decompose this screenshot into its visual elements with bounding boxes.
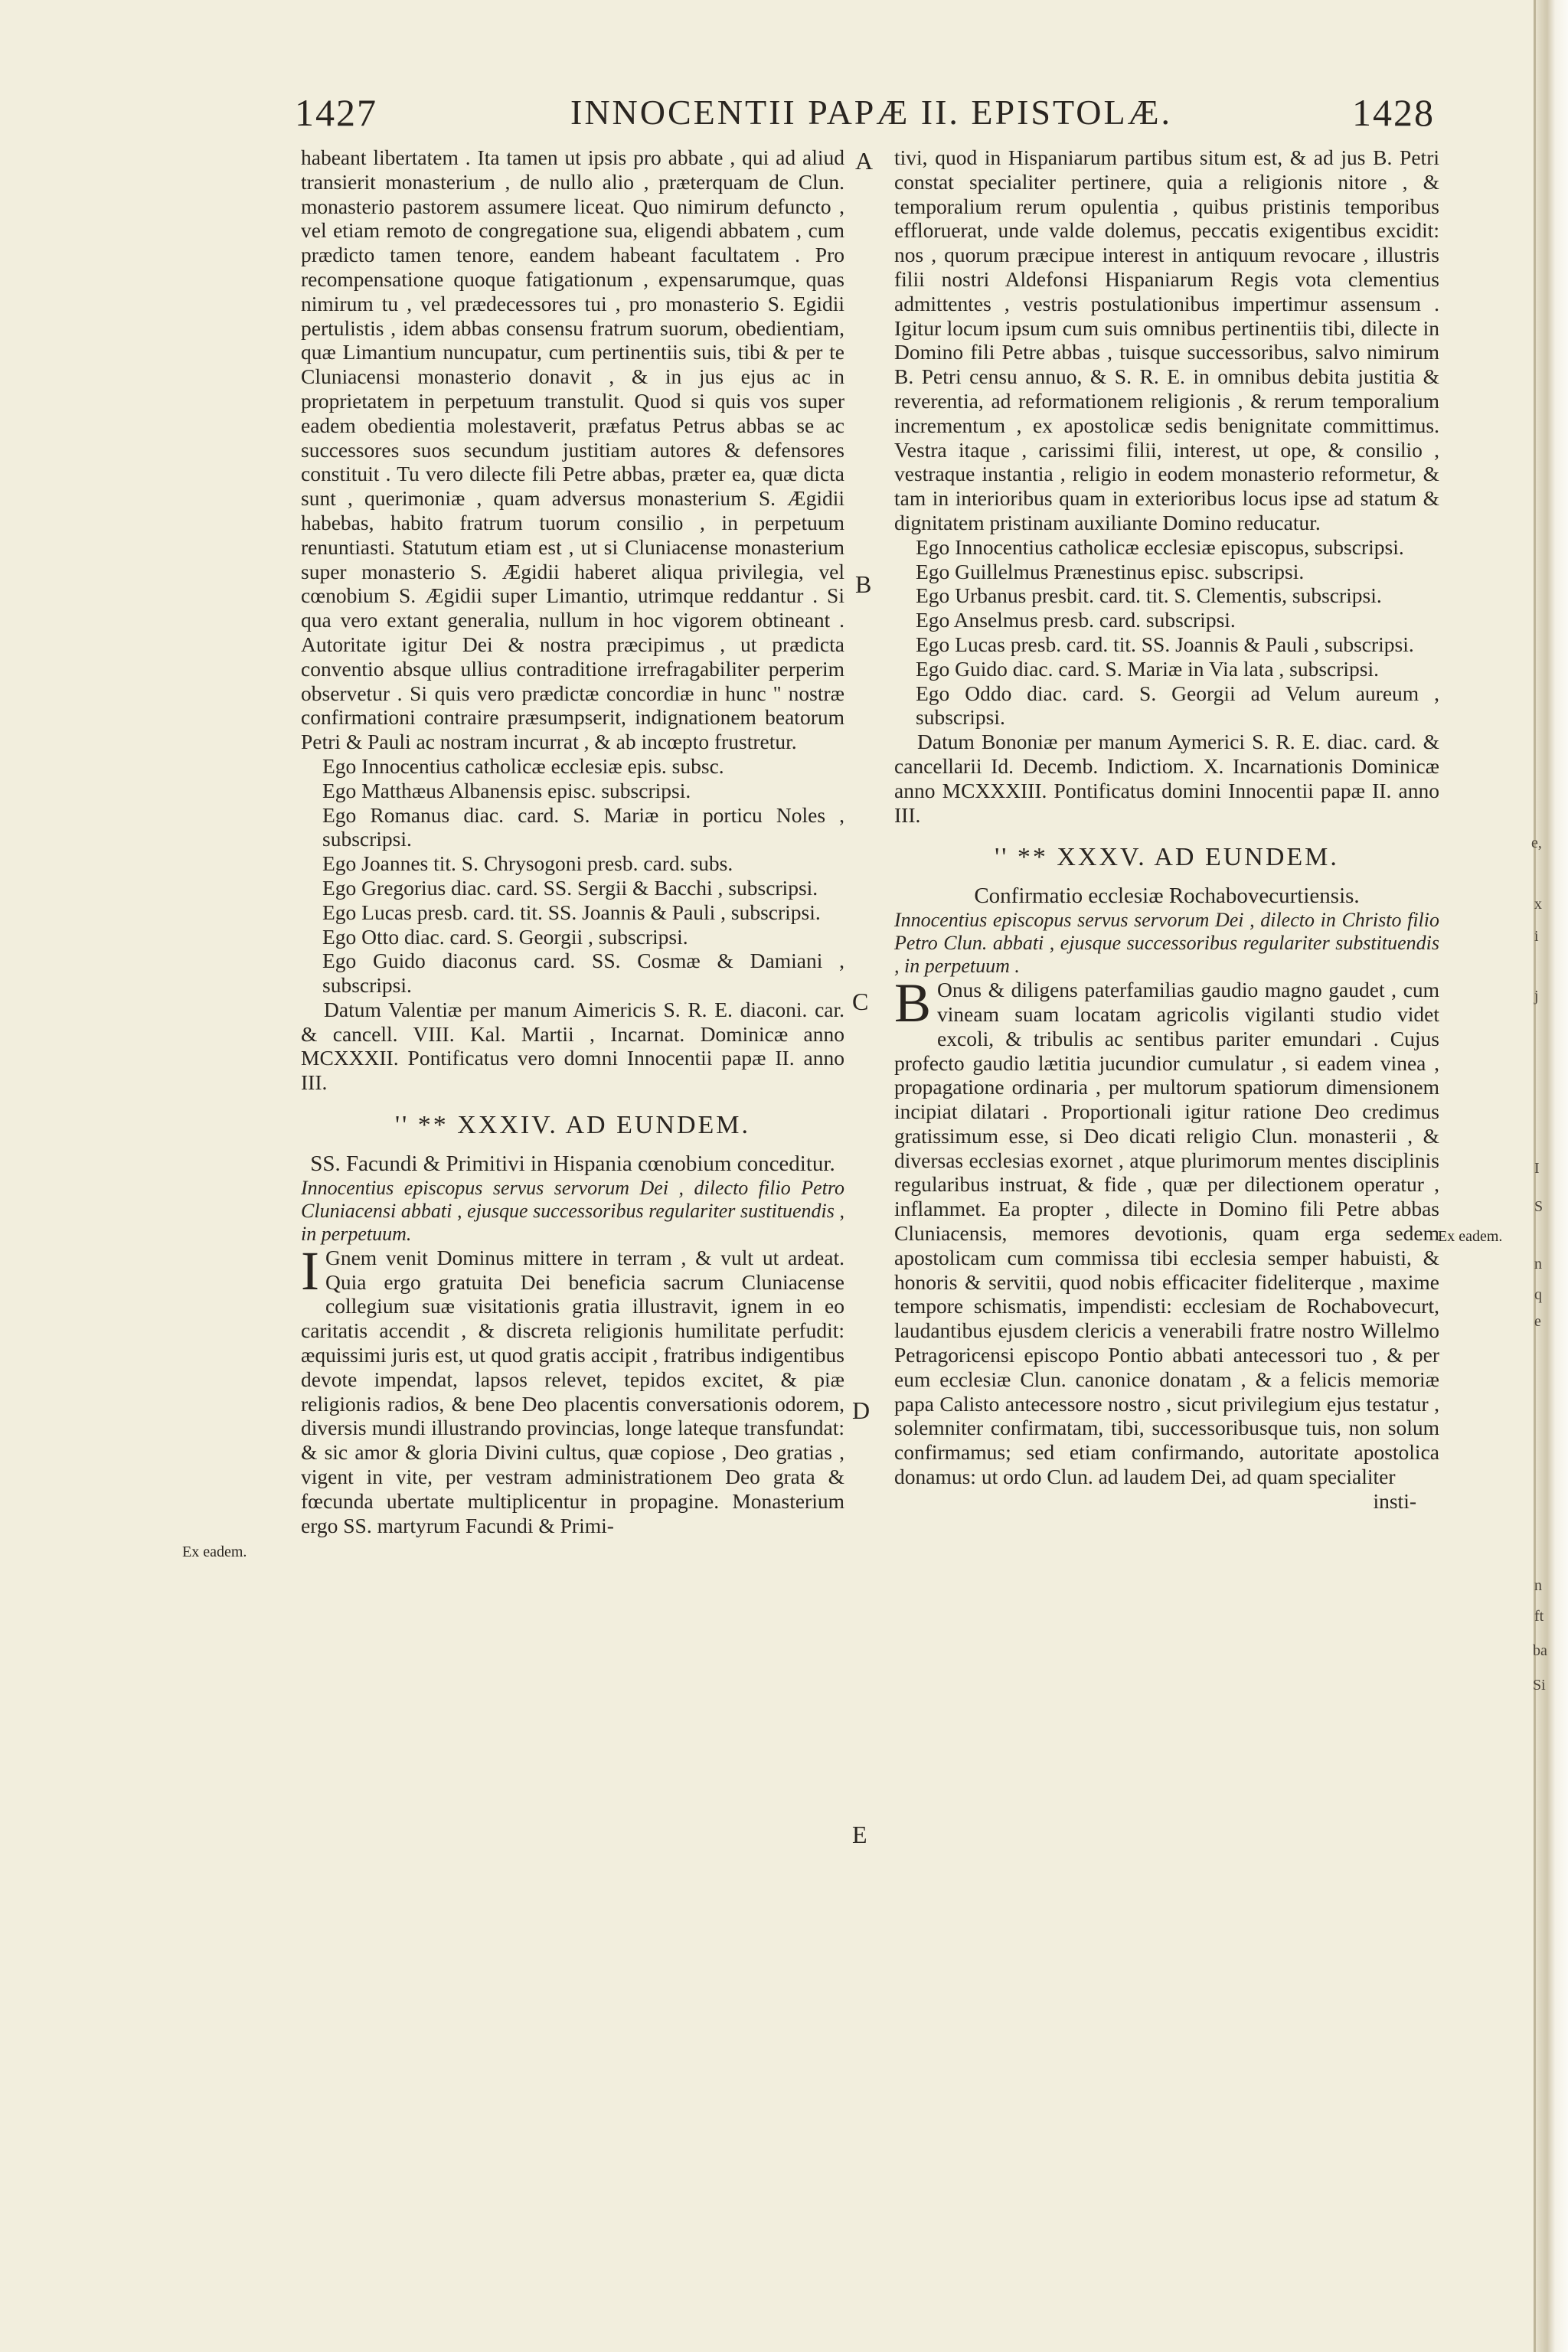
salutation: Innocentius episcopus servus servorum Dei , dilecto filio Petro Cluniacensi abbati , ejusque successoribus regulariter sustituendis , in perpetuum. [301,1176,844,1245]
running-header [0,90,1568,144]
margin-note-left: Ex eadem. [182,1544,247,1560]
bleed-glyph: ft [1534,1608,1544,1625]
bleed-glyph: S [1534,1198,1544,1215]
signature-line: Ego Lucas presb. card. tit. SS. Joannis & Pauli , subscripsi. [916,632,1414,656]
bleed-glyph: I [1534,1160,1540,1177]
salutation: Innocentius episcopus servus servorum Dei , dilecto in Christo filio Petro Clun. abbati , ejusque successoribus regulariter substituendis , in perpetuum . [894,909,1439,978]
margin-letter-e: E [852,1821,867,1848]
signature-line: Ego Otto diac. card. S. Georgii , subscripsi. [322,924,688,949]
letter-body [301,1240,844,1538]
left-column [301,145,844,1537]
body-text: Onus & diligens paterfamilias gaudio magno gaudet , cum vineam suam locatam agricolis vigilanti studio videt excoli, & tribulis ac sentibus pariter emundari . Cujus profecto gaudio lætitia jucundior cumulatur , si eadem vinea , propagatione ordinaria , per multorum spatiorum dimensionem incipiat dilatari . Proportionali igitur ratione Deo credimus gratissimum esse, si Deo dicati religio Clun. monasterii , & diversas ecclesias exornet , atque plurimorum mentes disciplinis regularibus instruat, & fide , quæ per dilectionem operatur , inflammet. Ea propter , dilecte in Domino fili Petre abbas Cluniacensis, memores devotionis, quam erga sedem apostolicam cum commissa tibi ecclesia semper habuisti, & honoris & servitii, quod nobis efficaciter fideliterque , maxime tempore schismatis, impendisti: ecclesiam de Rochabovecurt, laudantibus ejusdem clericis a venerabili fratre nostro Willelmo Petragoricensi episcopo Pontio abbati antecessori tuo , & per eum ecclesiæ Clun. canonice donatam , & a felicis memoriæ papa Calisto antecessore nostro , sicut privilegium ejus testatur , solemniter confirmatam, tibi, successoribusque tuis, non solum confirmamus; sed etiam confirmando, autoritate apostolica donamus: ut ordo Clun. ad laudem Dei, ad quam specialiter [894,978,1439,1489]
right-column [894,145,1439,1514]
letter-body [894,972,1439,1489]
signature-line: Ego Urbanus presbit. card. tit. S. Clementis, subscripsi. [916,583,1382,608]
signature-line: Ego Guido diac. card. S. Mariæ in Via lata , subscripsi. [916,656,1380,681]
bleed-glyph: j [1534,988,1539,1004]
bleed-glyph: e [1534,1313,1541,1330]
signature-line: Ego Innocentius catholicæ ecclesiæ epis. subsc. [322,753,724,778]
datum-line: Datum Valentiæ per manum Aimericis S. R. E. diaconi. car. & cancell. VIII. Kal. Martii , Incarnat. Dominicæ anno MCXXXII. Pontificatus vero domni Innocentii papæ II. anno III. [301,997,844,1095]
signature-list [301,754,844,998]
bleed-glyph: n [1534,1577,1542,1594]
bleed-glyph: i [1534,928,1539,945]
bleed-glyph: q [1534,1286,1542,1303]
margin-letter-a: A [855,147,874,175]
bleed-glyph: Si [1533,1677,1546,1694]
catchword: insti- [1373,1488,1416,1513]
page-number-right: 1428 [1352,91,1435,134]
drop-initial: B [894,972,932,1034]
bleed-glyph: x [1534,896,1542,913]
body-text: Gnem venit Dominus mittere in terram , & vult ut ardeat. Quia ergo gratuita Dei beneficia sacrum Cluniacense collegium suæ visitationis gratia illustravit, ignem in eo caritatis accendit , & discreta religionis humilitate perfudit: æquissimi juris est, ut quod gratis accipit , fratribus indigentibus devote impendat, lapsos relevet, tepidos excitet, & piæ religionis radios, & bene Deo placentis conversationis odorem, diversis mundi illustrando provincias, longe lateque transfundat: & sic amor & gloria Divini cultus, quæ copiose , Deo gratias , vigent in vite, per vestram administrationem Deo grata & fœcunda ubertate multiplicentur in propagine. Monasterium ergo SS. martyrum Facundi & Primi- [301,1245,844,1537]
letter-subtitle: Confirmatio ecclesiæ Rochabovecurtiensis. [974,884,1360,909]
datum-line: Datum Bononiæ per manum Aymerici S. R. E. diac. card. & cancellarii Id. Decemb. Indictiom. X. Incarnationis Dominicæ anno MCXXXIII. Pontificatus domini Innocentii papæ II. anno III. [894,730,1439,827]
signature-line: Ego Matthæus Albanensis episc. subscripsi. [322,778,691,802]
signature-line: Ego Joannes tit. S. Chrysogoni presb. card. subs. [322,851,733,876]
page-number-left: 1427 [295,91,377,134]
bleed-glyph: e, [1531,835,1542,851]
letter-heading: '' ** XXXIV. AD EUNDEM. [394,1111,751,1140]
signature-list [894,535,1439,730]
bleed-glyph: ba [1533,1642,1547,1659]
signature-line: Ego Innocentius catholicæ ecclesiæ episcopus, subscripsi. [916,534,1404,559]
margin-letter-b: B [855,570,872,598]
signature-line: Ego Oddo diac. card. S. Georgii ad Velum aureum , subscripsi. [916,681,1439,730]
paragraph: habeant libertatem . Ita tamen ut ipsis pro abbate , qui ad aliud transierit monasterium , de nullo alio , præterquam de Clun. monasterio pastorem assumere liceat. Quo nimirum defuncto , vel etiam remoto de congregatione sua, eligendi abbatem , cum prædicto tamen tenore, eandem habeant facultatem . Pro recompensatione quoque fatigationum , expensarumque, quas nimirum tu , vel prædecessores tui , pro monasterio S. Egidii pertulistis , idem abbas consensu fratrum suorum, obedientiam, quæ Limantium nuncupatur, cum pertinentiis suis, tibi & per te Cluniacensi monasterio donavit , & in jus ejus ac in proprietatem in perpetuum transtulit. Quod si quis vos super eadem obedientia molestaverit, præfatus Petrus abbas se ac successores suos secundum justitiam autores & defensores constituit . Tu vero dilecte fili Petre abbas, præter ea, quæ dicta sunt , querimoniæ , quam adversus monasterium S. Ægidii habebas, habito fratrum tuorum consilio , in perpetuum renuntiasti. Statutum etiam est , ut si Cluniacense monasterium super monasterio S. Ægidii haberet aliqua privilegia, vel cœnobium S. Ægidii super Limantio, utrimque reddantur . Si qua vero extant generalia, nullum in hoc vigorem obtineant . Autoritate igitur Dei & nostra præcipimus , ut prædicta conventio absque ullius contraditione irrefragabiliter perperim observetur . Si quis vero prædictæ concordiæ in hunc '' nostræ confirmationi contraire præsumpserit, indignationem beatorum Petri & Pauli ac nostram incurrat , & ab incœpto frustretur. [301,145,844,754]
margin-letter-c: C [852,988,869,1015]
book-spine [1536,0,1568,2352]
signature-line: Ego Lucas presb. card. tit. SS. Joannis & Pauli , subscripsi. [322,900,821,924]
margin-note-right: Ex eadem. [1438,1228,1503,1245]
paragraph: tivi, quod in Hispaniarum partibus situm est, & ad jus B. Petri constat specialiter pertinere, quia a religionis nitore , & temporalium rerum opulentia , quibus pristinis temporibus effloruerat, unde valde dolemus, peccatis exigentibus excidit: nos , quorum præcipue interest in antiquum revocare , illustris filii nostri Aldefonsi Hispaniarum Regis vota clementius admittentes , vestris postulationibus impertimur assensum . Igitur locum ipsum cum suis omnibus pertinentiis tibi, dilecte in Domino fili Petre abbas , tuisque successoribus, salvo nimirum B. Petri censu annuo, & S. R. E. in omnibus debita justitia & reverentia, ad reformationem religionis , & rerum temporalium incrementum , ex apostolicæ sedis benignitate committimus. Vestra itaque , carissimi filii, interest, ut ope, & consilio , vestraque instantia , religio in eodem monasterio reformetur, & tam in interioribus quam in exterioribus locus ipse ad statum & dignitatem pristinam auxiliante Domino reducatur. [894,145,1439,534]
bleed-glyph: n [1534,1256,1542,1272]
signature-line: Ego Anselmus presb. card. subscripsi. [916,608,1236,632]
signature-line: Ego Guido diaconus card. SS. Cosmæ & Damiani , subscripsi. [322,949,844,998]
signature-line: Ego Romanus diac. card. S. Mariæ in porticu Noles , subscripsi. [322,802,844,851]
signature-line: Ego Gregorius diac. card. SS. Sergii & Bacchi , subscripsi. [322,875,818,900]
margin-letter-d: D [852,1396,871,1424]
drop-initial: I [301,1240,319,1302]
letter-subtitle: SS. Facundi & Primitivi in Hispania cœnobium conceditur. [310,1151,835,1176]
running-title: INNOCENTII PAPÆ II. EPISTOLÆ. [570,93,1172,132]
signature-line: Ego Guillelmus Prænestinus episc. subscripsi. [916,559,1305,583]
letter-heading: '' ** XXXV. AD EUNDEM. [995,843,1339,872]
